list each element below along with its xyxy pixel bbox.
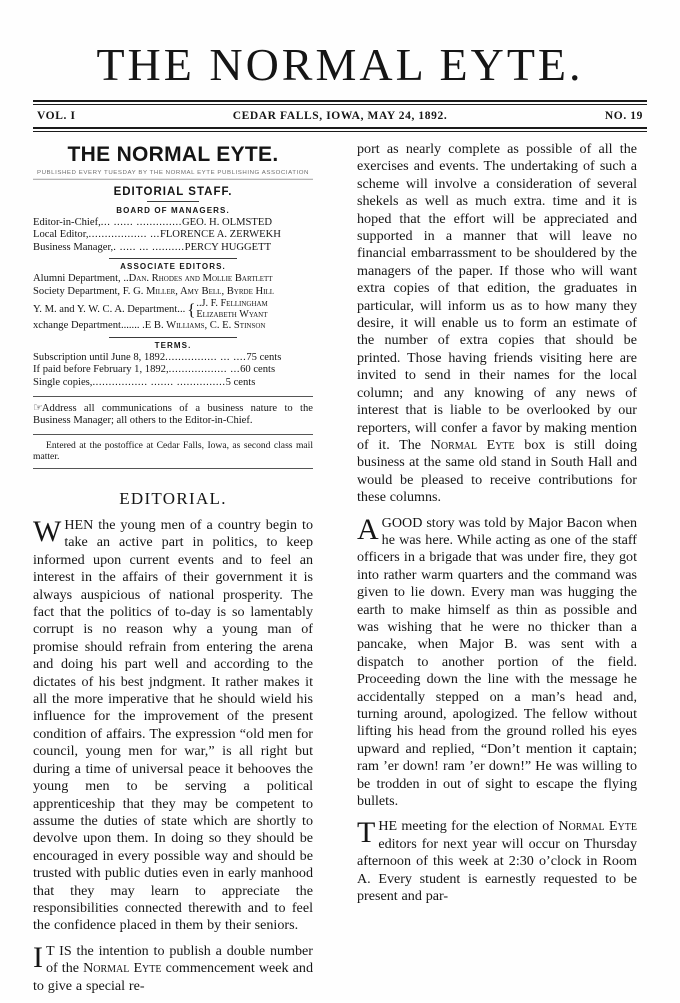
board-name: PERCY HUGGETT xyxy=(184,241,272,253)
terms-dots: .................. ... xyxy=(168,364,241,376)
associate-editors-heading: ASSOCIATE EDITORS. xyxy=(120,262,226,272)
paragraph-text-cont: box is still doing business at the same old stand in South Hall and would be pleased to receive contributions for these columns. xyxy=(357,436,637,506)
associate-dept: Society Department, F. G. xyxy=(33,285,147,297)
divider-rule xyxy=(33,396,313,397)
pointing-hand-icon: ☞ xyxy=(33,401,42,414)
ymca-row xyxy=(33,298,313,320)
paragraph-text: GOOD story was told by Major Bacon when he was here. While acting as one of the staff officers in a brigade that was under fire, they got into rather warm quarters and the command was given to lie down. Every man was hugging the earth to make himself as thin as possible and was wishing that he were no thicker than a pancake, when Major B. was sent with a dispatch to another portion of the field. Proceeding down the line with the message he accidentally stepped on a man’s head and, turning around, apologized. The fellow without lifting his head from the ground rolled his eyes upward and replied, “Don’t mention it captain; ram ’er down! ram ’er down!” He was willing to be trodden in out of sight to escape the flying bullets. xyxy=(357,514,637,810)
divider-rule xyxy=(109,337,237,338)
board-name: FLORENCE A. ZERWEKH xyxy=(159,229,281,241)
board-dots: ... ...... .............. xyxy=(100,217,182,228)
publication-name: Normal Eyte xyxy=(430,436,515,453)
editorial-staff-heading: EDITORIAL STAFF. xyxy=(113,186,233,198)
postoffice-notice: Entered at the postoffice at Cedar Falls, Iowa, as second class mail matter. xyxy=(33,439,313,463)
terms-price: 5 cents xyxy=(225,377,256,389)
staff-box xyxy=(33,143,313,469)
board-dots: .................. ... xyxy=(88,229,160,241)
board-role: Business Manager, xyxy=(33,241,114,253)
drop-cap: I xyxy=(33,940,43,974)
paragraph-text: T IS the intention to publish a double number of the xyxy=(46,942,313,977)
place-date-label: CEDAR FALLS, IOWA, MAY 24, 1892. xyxy=(232,110,448,122)
volume-date-bar xyxy=(33,105,647,127)
drop-cap: W xyxy=(33,515,62,548)
drop-cap: A xyxy=(357,512,379,546)
editorial-paragraph xyxy=(357,818,637,905)
ymca-name-2: Elizabeth Wyant xyxy=(196,309,268,321)
paragraph-text: port as nearly complete as possible of all the exercises and events. The undertaking of such a scheme will involve a consideration of several shekels as well as much extra. time and it is hoped that the effort will be appreciated and supported in a manner that will leave no financial embarrassment to be shouldered by the managers of the paper. If those who will want extra copies of that edition, the graduates in particular, will inform us as to how many they desire, it will enable us to form an estimate of the number of extra copies that should be printed. Those having friends visiting here are invited to send in their names for the local column; and any knowing of any news of interest that is liable to be overlooked by our reporters, will confer a favor by making mention of it. The xyxy=(357,141,637,453)
drop-cap: T xyxy=(357,816,376,850)
board-dots: . ..... ... .......... xyxy=(113,241,185,253)
ymca-dept: Y. M. and Y. W. C. A. Department... xyxy=(33,303,186,315)
terms-label: Single copies, xyxy=(33,377,93,389)
left-column xyxy=(33,141,324,1003)
editorial-paragraph xyxy=(33,517,313,935)
associate-names: Miller, Amy Bell, Byrde Hill xyxy=(146,285,275,297)
terms-price: 60 cents xyxy=(240,364,276,376)
issue-number-label: NO. 19 xyxy=(604,110,643,122)
associate-dept: xchange Department....... . xyxy=(33,320,145,332)
board-of-managers-heading: BOARD OF MANAGERS. xyxy=(116,206,230,215)
paragraph-text-cont: commencement week and to give a special re- xyxy=(33,960,313,994)
terms-row xyxy=(33,364,313,377)
column-gutter xyxy=(324,141,346,1003)
terms-row xyxy=(33,377,313,390)
divider-rule xyxy=(33,434,313,435)
right-column xyxy=(346,141,637,1003)
associate-names: E B. Williams, C. E. Stinson xyxy=(144,320,266,332)
paragraph-text: HEN the young men of a country begin to take an active part in politics, to keep informed upon current events and to feel an interest in the affairs of their government it is always auspicious of national prosperity. The fact that the politics of to-day is so lamentably corrupt is no reason why a young man of promise should refrain from entering the arena and doing his part well and according to the dictates of his best jndgment. It rather makes it all the more imperative that he should wield his influence for the improvement of the present condition of affairs. The expression “old men for council, young men for war,” is all right but during a time of universal peace it behooves the young men to be serving a political apprenticeship that they may be competent to assume the duties of state which are shortly to devolve upon them. In doing so they should be encouraged in every possible way and should be trusted with public duties even in early manhood that they may learn to appreciate the responsibilities connected therewith and to feel the confidence placed in them by their seniors. xyxy=(33,517,313,934)
board-row xyxy=(33,217,313,229)
editorial-paragraph xyxy=(357,512,637,811)
column-container xyxy=(33,141,647,1003)
terms-heading: TERMS. xyxy=(154,340,192,350)
paragraph-text-cont: editors for next year will occur on Thursday afternoon of this week at 2:30 o’clock in Room A. Every student is earnestly requested to be present and par- xyxy=(357,835,637,905)
editorial-paragraph-continued xyxy=(357,141,637,507)
terms-row xyxy=(33,352,313,365)
associate-dept: Alumni Department, .. xyxy=(33,273,129,285)
terms-price: 75 cents xyxy=(246,351,282,363)
ymca-name-1: ..J. F. Fellingham xyxy=(196,298,268,310)
masthead-title: THE NORMAL EYTE. xyxy=(96,39,584,90)
masthead-rule-bottom xyxy=(33,127,647,132)
terms-dots: ................. ....... ............... xyxy=(92,377,226,389)
board-row xyxy=(33,229,313,241)
editorial-heading: EDITORIAL. xyxy=(119,489,227,508)
associate-row xyxy=(33,320,313,332)
associate-row xyxy=(33,286,313,298)
volume-label: VOL. I xyxy=(37,110,76,122)
board-role: Editor-in-Chief, xyxy=(33,217,101,228)
terms-dots: ................ ... .... xyxy=(165,351,247,363)
business-notice-text: Address all communications of a business nature to the Business Manager; all others to the Editor-in-Chief. xyxy=(33,402,313,427)
flag-subtitle: PUBLISHED EVERY TUESDAY BY THE NORMAL EYTE PUBLISHING ASSOCIATION xyxy=(33,169,313,179)
flag-title: THE NORMAL EYTE. xyxy=(67,143,279,166)
publication-name: Normal Eyte xyxy=(83,960,162,977)
business-notice xyxy=(33,402,313,428)
publication-name: Normal Eyte xyxy=(558,818,637,835)
paragraph-text: HE meeting for the election of xyxy=(378,818,559,835)
brace-glyph: { xyxy=(187,299,196,319)
terms-label: Subscription until June 8, 1892 xyxy=(33,351,166,363)
associate-names: Dan. Rhodes and Mollie Bartlett xyxy=(128,273,273,285)
terms-label: If paid before February 1, 1892, xyxy=(33,364,169,376)
divider-rule xyxy=(109,258,237,259)
editorial-paragraph xyxy=(33,940,313,995)
board-role: Local Editor, xyxy=(33,229,89,241)
divider-rule xyxy=(147,201,199,202)
divider-rule xyxy=(33,468,313,469)
board-row xyxy=(33,242,313,254)
board-name: GEO. H. OLMSTED xyxy=(181,217,273,228)
associate-row xyxy=(33,273,313,285)
